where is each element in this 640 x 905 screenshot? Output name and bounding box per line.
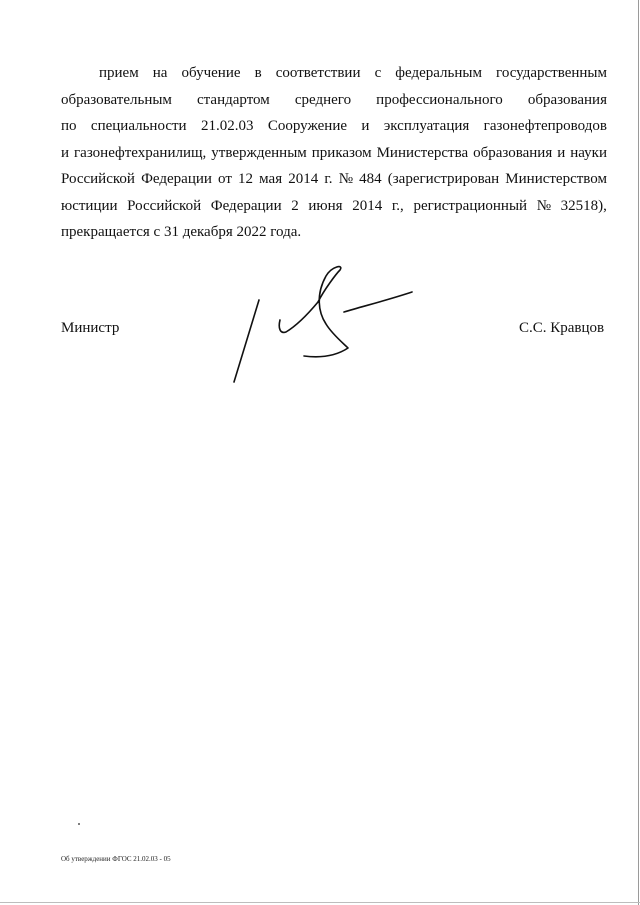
footer-reference: Об утверждении ФГОС 21.02.03 - 05 [61, 855, 171, 863]
word: обучение [181, 65, 241, 81]
word: прием [99, 65, 139, 81]
word: от [218, 171, 232, 187]
word: утвержденным [211, 144, 307, 161]
word: регистрационный [413, 197, 528, 214]
paragraph-line [61, 193, 607, 220]
word: и [557, 144, 566, 161]
word: 484 [359, 171, 382, 187]
word: приказом [311, 144, 372, 161]
handwritten-signature [228, 262, 418, 387]
word: на [152, 65, 168, 81]
word: с [374, 65, 382, 81]
order-paragraph [61, 60, 607, 246]
word: № [536, 197, 551, 214]
word: науки [570, 144, 607, 161]
word: в [254, 65, 262, 81]
word: профессионального [376, 91, 503, 108]
paragraph-line [61, 60, 607, 87]
page-edge-bottom [0, 902, 640, 903]
word: и [61, 144, 70, 161]
paragraph-line [61, 140, 607, 167]
word: Федерации [210, 197, 282, 214]
word: (зарегистрирован [387, 171, 500, 187]
word: г., [391, 197, 404, 214]
signatory-name: С.С. Кравцов [519, 320, 605, 336]
word: мая [259, 171, 283, 187]
word: специальности [90, 118, 187, 134]
word: образования [473, 144, 553, 161]
word: г. [324, 171, 333, 187]
word: образования [527, 91, 607, 108]
word: № [338, 171, 353, 187]
scan-speck [78, 823, 80, 825]
word: среднего [294, 91, 352, 108]
word: федеральным [395, 65, 482, 81]
paragraph-line [61, 113, 607, 140]
word: и [361, 118, 370, 134]
word: газонефтехранилищ, [74, 144, 207, 161]
page-edge-right [638, 0, 639, 905]
word: 2014 [288, 171, 319, 187]
word: 21.02.03 [200, 118, 254, 134]
word: образовательным [61, 91, 172, 108]
word: Министерством [505, 171, 607, 187]
word: стандартом [197, 91, 270, 108]
paragraph-line [61, 87, 607, 114]
word: июня [308, 197, 343, 214]
word: 12 [238, 171, 254, 187]
word: Сооружение [267, 118, 348, 134]
word: Российской [61, 171, 135, 187]
paragraph-line [61, 166, 607, 193]
word: 2 [291, 197, 299, 214]
word: газонефтепроводов [483, 118, 607, 134]
word: 2014 [352, 197, 383, 214]
word: Федерации [141, 171, 212, 187]
word: государственным [496, 65, 607, 81]
word: соответствии [275, 65, 361, 81]
word: Министерства [376, 144, 469, 161]
word: 32518), [560, 197, 607, 214]
signatory-title: Министр [61, 320, 120, 336]
word: эксплуатация [383, 118, 470, 134]
word: по [61, 118, 77, 134]
paragraph-last-line: прекращается с 31 декабря 2022 года. [61, 224, 302, 240]
word: Российской [127, 197, 202, 214]
word: юстиции [61, 197, 118, 214]
